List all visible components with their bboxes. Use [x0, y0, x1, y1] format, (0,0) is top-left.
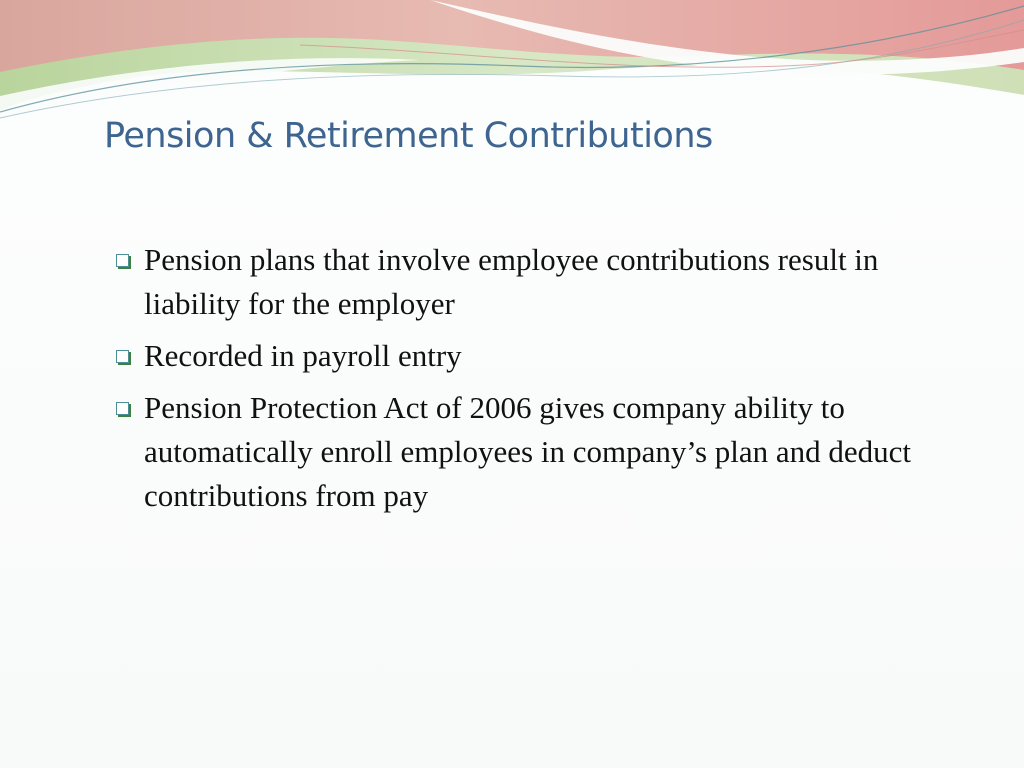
bullet-text: Recorded in payroll entry	[144, 338, 462, 373]
bullet-item	[114, 386, 914, 518]
bullet-text: Pension Protection Act of 2006 gives company ability to automatically enroll employees in company’s plan and deduct contributions from pay	[144, 390, 912, 513]
bullet-item	[114, 334, 914, 378]
bullet-text: Pension plans that involve employee contributions result in liability for the employer	[144, 242, 879, 321]
square-bullet-icon	[116, 350, 129, 363]
bullet-item	[114, 238, 914, 326]
slide-title: Pension & Retirement Contributions	[104, 116, 713, 156]
bullet-list	[114, 238, 914, 526]
square-bullet-icon	[116, 402, 129, 415]
square-bullet-icon	[116, 254, 129, 267]
